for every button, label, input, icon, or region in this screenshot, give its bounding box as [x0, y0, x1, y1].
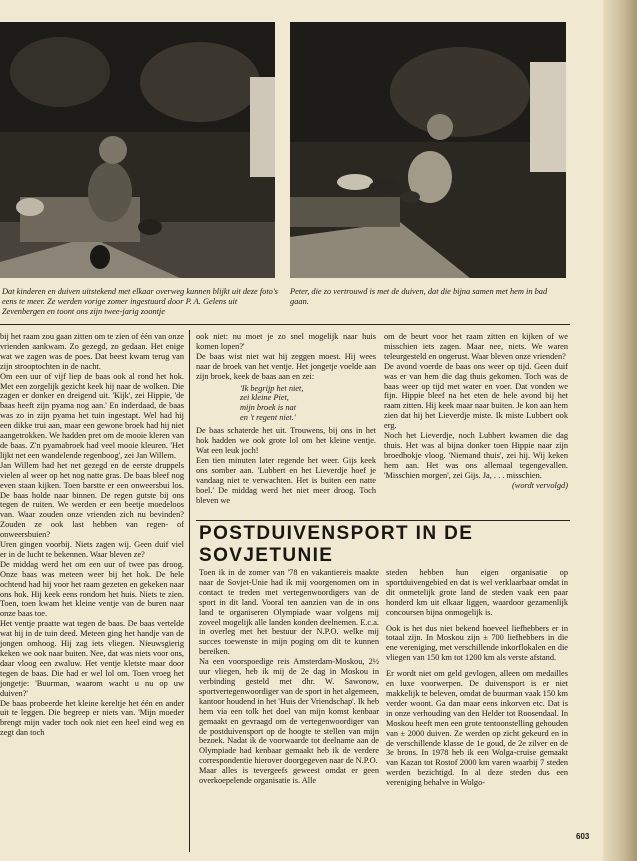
story-paragraph: Jan Willem had het net gezegd en de eerste druppels vielen al weer op het nog natte gras. De baas bleef nog even staan kijken. Toen barstte er een onweersbui los. De baas holde naar binnen. De regen gutste bij ons tegen de ruiten. We werden er een beetje moedeloos van. Waar zouden onze vrienden zich nu bevinden? Zouden ze ook last hebben van regen- of onweersbuien? [0, 460, 184, 540]
poem-line: en 't regent niet.' [240, 413, 296, 423]
article-headline: POSTDUIVENSPORT IN DE SOVJETUNIE [199, 523, 474, 566]
story-column-1 [0, 332, 184, 852]
story-paragraph: om de beurt voor het raam zitten en kijken of we misschien iets zagen. Maar nee, niets. We waren teleurgesteld en ongerust. Waar bleven onze vrienden? [384, 332, 568, 361]
story-paragraph: bij het raam zou gaan zitten om te zien of één van onze vrienden aankwam. Zo gezegd, zo gedaan. Het enige wat we zagen was de poes. Dat beest kwam terug van zijn strooptochten in de nacht. [0, 332, 184, 371]
photo-child-with-pigeons-left [0, 22, 275, 278]
story-column-2 [196, 332, 376, 522]
article-paragraph: Ook is het dus niet bekend hoeveel liefhebbers er in totaal zijn. In Moskou zijn ± 700 liefhebbers in die ene vereniging, met verschillende inkorflokalen en die vliegen van 150 km tot 1200 km als verste afstand. [386, 623, 568, 663]
caption-divider [0, 324, 570, 325]
story-paragraph: Een tien minuten later regende het weer. Gijs keek ons somber aan. 'Lubbert en het Lieverdje hoef je vandaag niet te verwachten. Het is buiten een natte boel.' De middag werd het niet meer droog. Toch bleven we [196, 455, 376, 505]
article-paragraph: Er wordt niet om geld gevlogen, alleen om medailles en luxe voorwerpen. De duivensport is er niet makkelijk te beleven, omdat de buurman vaak 150 km verder woont. Ga dan maar eens inkorven etc. Dat is in onze verhouding van den Helder tot Roosendaal. In Moskou heeft men een grote tentoonstelling gehouden van ± 2000 duiven. Ze werden op zicht gekeurd en in de verschillende klasse de 1e goud, de 2e zilver en de 3e brons. In 1978 heb ik een Wolga-cruise gemaakt van Kazan tot Rostof 2000 km varen waarbij 7 steden werden bezichtigd. In al deze steden dus een vereniging behalve in Wolgo- [386, 669, 568, 788]
article-paragraph: Maar alles is tevergeefs geweest omdat er geen overkoepelende organisatie is. Alle [199, 766, 379, 786]
to-be-continued-note: (wordt vervolgd) [512, 480, 568, 490]
story-paragraph: Om een uur of vijf liep de baas ook al rond het hok. Met een zorgelijk gezicht keek hij naar de wolken. Die zagen er donker en dreigend uit. 'Kijk', zei Hippie, 'de baas heeft zijn pyama nog aan.' En inderdaad, de baas was zo in zijn pyama het tuin ingestapt. Wel had hij een dikke trui aan, maar een gewone broek had hij niet aangetrokken. We hadden pret om de mooie kleren van de baas. Z'n pyamabroek had veel mooie kleuren. 'Het lijkt net een wandelende regenboog', zei Jan Willem. [0, 371, 184, 460]
story-paragraph: ook niet: nu moet je zo snel mogelijk naar huis komen lopen?' De baas wist niet wat hij zeggen moest. Hij wees naar de broek van het ventje. Het jongetje voelde aan zijn broek, keek de baas aan en zei: [196, 332, 376, 381]
article-paragraph: Toen ik in de zomer van '78 en vakantiereis maakte naar de Sovjet-Unie had ik mij voorgenomen om in contact te treden met vertegenwoordigers van de sport in dit land. Vooral ten aanzien van de in ons land te organiseren Olympiade waar volgens mij zoveel mogelijk alle landen konden deelnemen. E.c.a. in overleg met het bestuur der N.P.O. welke mij succes toewenste in mijn poging om dit te kunnen bereiken. [199, 568, 379, 657]
article-divider [196, 520, 570, 521]
poem-line: 'Ik begrijp het niet, [240, 383, 304, 393]
article-paragraph: Na een voorspoedige reis Amsterdam-Moskou, 2½ uur vliegen, heb ik mij de 2e dag in Moskou in verbinding gesteld met dhr. W. Sawonow, sportvertegenwoordiger van de sport in het algemeen, kantoor houdend in het 'Huis der Vriendschap'. Ik heb hem via een tolk het doel van mijn komst kenbaar gemaakt en gevraagd om de vertegenwoordiger van de postduivensport op de hoogte te stellen van mijn bezoek. Nadat ik de voorwaarde tot deelname aan de Olympiade had kenbaar gemaakt heb ik de verdere correspondentie hierover doorgegeven naar de N.P.O. [199, 657, 379, 766]
poem-line: mijn broek is nat [240, 403, 297, 413]
story-paragraph: De avond voerde de baas ons weer op tijd. Geen duif was er van hem die dag thuis gekomen. Toch was de baas weer op tijd met water en voer. Dat vonden we fijn. Hippie bleef na het eten de hele avond bij het raam zitten. Hij keek maar naar buiten. Je kon aan hem zien dat hij het Lieverdje miste. Ik miste Lubbert ook erg. [384, 361, 568, 431]
story-paragraph: De middag werd het om een uur of twee pas droog. Onze baas was meteen weer bij het hok. De hele ochtend had hij voor het raam gezeten en gekeken naar ons hok. Hij keek eens rondom het huis. Niets te zien. Toen, toen kwam het kleine ventje van de buren naar onze baas toe. [0, 559, 184, 619]
page-edge-shadow [603, 0, 637, 861]
article-column-right [386, 568, 568, 854]
photo-caption-left: Dat kinderen en duiven uitstekend met elkaar overweg kunnen blijkt uit deze foto's eens te meer. Ze werden vorige zomer ingestuurd door P. A. Gelens uit Zevenbergen en toont ons zijn twee-jarig zoontje [2, 287, 278, 316]
article-paragraph: steden hebben hun eigen organisatie op sportduivengebied en dat is wel verklaarbaar omdat in dit onmetelijk grote land de steden vaak een paar honderd km uit elkaar liggen, waardoor gezamenlijk concoursen bijna onmogelijk is. [386, 568, 568, 617]
page-number: 603 [576, 832, 590, 841]
story-paragraph: De baas schaterde het uit. Trouwens, bij ons in het hok hadden we ook grote lol om het kleine ventje. Wat een leuk joch! [196, 426, 376, 455]
story-paragraph: Noch het Lieverdje, noch Lubbert kwamen die dag thuis. Het was al bijna donker toen Hippie naar zijn broedhokje vloog. 'Niemand thuis', zei hij. Wij keken hem aan. Het was ons allemaal tegengevallen. 'Misschien morgen', zei Gijs. Ja, . . . misschien. [384, 431, 568, 480]
photo-caption-right: Peter, die zo vertrouwd is met de duiven, dat die bijna samen met hem in bad gaan. [290, 287, 548, 306]
column-divider [189, 330, 190, 852]
poem-line: zei kleine Piet, [240, 393, 289, 403]
article-column-left [199, 568, 379, 854]
story-column-3 [384, 332, 568, 522]
story-paragraph: Uren gingen voorbij. Niets zagen wij. Geen duif viel er in de lucht te bekennen. Waar bleven ze? [0, 540, 184, 559]
story-paragraph: De baas probeerde het kleine kereltje het één en ander uit te leggen. Die begreep er niets van. 'Mijn moeder brengt mijn vader toch ook niet een heel eind weg en zegt dan toch [0, 698, 184, 738]
photo-child-with-pigeons-right [290, 22, 566, 278]
story-poem [196, 384, 376, 424]
story-paragraph: Het ventje praatte wat tegen de baas. De baas vertelde wat hij in de tuin deed. Meteen ging het handje van de jongen omhoog. Hij zag iets vliegen. Nieuwsgierig keken we ook naar buiten. Nee, dat was niets voor ons, daar vloog een zwaluw. Het ventje kletste maar door tegen de baas. Die had er wel lol om. Toen vroeg het jongetje: 'Buurman, waarom wacht u nu op uw duiven?' [0, 619, 184, 698]
